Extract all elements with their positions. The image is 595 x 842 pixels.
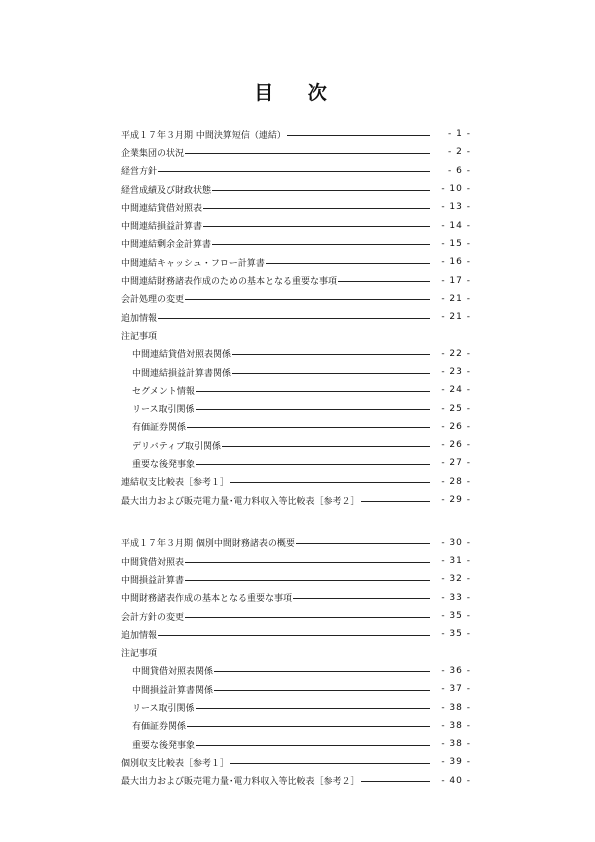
- toc-entry-label: 追加情報: [121, 313, 158, 324]
- dot-leader: [212, 244, 430, 245]
- dot-leader: [203, 226, 430, 227]
- dot-leader: [296, 543, 430, 544]
- toc-entry-page-number: - 25 -: [441, 403, 471, 414]
- toc-entry-page-number: - 24 -: [441, 385, 471, 396]
- dot-leader: [196, 391, 430, 392]
- toc-entry-label: 最大出力および販売電力量･電力料収入等比較表［参考２］: [121, 777, 360, 788]
- dot-leader: [212, 190, 430, 191]
- toc-entry[interactable]: [121, 125, 471, 143]
- toc-entry-label: 有価証券関係: [132, 722, 187, 733]
- toc-entry-page-number: - 31 -: [441, 556, 471, 567]
- toc-entry-label: リース取引関係: [132, 405, 195, 416]
- dot-leader: [338, 281, 430, 282]
- toc-entry-page-number: - 2 -: [448, 147, 471, 158]
- toc-entry[interactable]: [121, 381, 471, 399]
- toc-entry[interactable]: [121, 253, 471, 271]
- dot-leader: [158, 171, 430, 172]
- toc-entry[interactable]: [121, 418, 471, 436]
- toc-entry[interactable]: [121, 607, 471, 625]
- toc-entry[interactable]: [121, 271, 471, 289]
- toc-entry[interactable]: [121, 698, 471, 716]
- dot-leader: [196, 745, 430, 746]
- toc-entry[interactable]: [121, 308, 471, 326]
- dot-leader: [287, 135, 430, 136]
- toc-entry-label: 中間連結財務諸表作成のための基本となる重要な事項: [121, 277, 338, 288]
- dot-leader: [203, 208, 430, 209]
- toc-entry-page-number: - 28 -: [441, 476, 471, 487]
- dot-leader: [187, 726, 430, 727]
- toc-entry[interactable]: [121, 198, 471, 216]
- toc-entry-page-number: - 22 -: [441, 348, 471, 359]
- toc-entry-label: 平成１７年３月期 個別中間財務諸表の概要: [121, 539, 295, 550]
- dot-leader: [232, 354, 430, 355]
- toc-entry-page-number: - 29 -: [441, 495, 471, 506]
- toc-entry-label: 中間損益計算書: [121, 575, 185, 586]
- toc-entry-label: デリバティブ取引関係: [132, 441, 222, 452]
- table-of-contents: [121, 125, 471, 790]
- dot-leader: [187, 427, 430, 428]
- toc-entry-label: 中間貸借対照表: [121, 557, 185, 568]
- toc-entry-label: セグメント情報: [132, 386, 195, 397]
- toc-entry-page-number: - 38 -: [441, 720, 471, 731]
- toc-entry[interactable]: [121, 680, 471, 698]
- toc-entry[interactable]: [121, 552, 471, 570]
- toc-entry-page-number: - 39 -: [441, 757, 471, 768]
- toc-entry-label: 注記事項: [121, 331, 158, 342]
- toc-group-heading: [121, 644, 471, 662]
- toc-entry-label: 中間貸借対照表関係: [132, 667, 214, 678]
- dot-leader: [361, 781, 430, 782]
- toc-entry-label: 重要な後発事象: [132, 740, 196, 751]
- dot-leader: [196, 464, 430, 465]
- toc-entry-label: 追加情報: [121, 630, 158, 641]
- toc-entry[interactable]: [121, 625, 471, 643]
- dot-leader: [230, 763, 430, 764]
- dot-leader: [230, 482, 430, 483]
- toc-entry-label: 中間連結キャッシュ・フロー計算書: [121, 258, 265, 269]
- dot-leader: [214, 671, 430, 672]
- toc-entry-page-number: - 16 -: [441, 257, 471, 268]
- page-title: 目 次: [254, 82, 341, 104]
- toc-entry-page-number: - 17 -: [441, 275, 471, 286]
- dot-leader: [196, 708, 430, 709]
- dot-leader: [185, 562, 430, 563]
- toc-entry[interactable]: [121, 772, 471, 790]
- dot-leader: [158, 318, 430, 319]
- toc-entry-page-number: - 35 -: [441, 629, 471, 640]
- toc-entry-page-number: - 13 -: [441, 202, 471, 213]
- dot-leader: [185, 580, 430, 581]
- dot-leader: [185, 153, 430, 154]
- toc-entry-page-number: - 26 -: [441, 440, 471, 451]
- toc-entry-page-number: - 6 -: [448, 165, 471, 176]
- toc-entry-page-number: - 15 -: [441, 238, 471, 249]
- toc-entry[interactable]: [121, 717, 471, 735]
- toc-entry[interactable]: [121, 589, 471, 607]
- toc-entry-label: 個別収支比較表［参考１］: [121, 758, 230, 769]
- dot-leader: [293, 598, 430, 599]
- toc-entry-label: 注記事項: [121, 649, 158, 660]
- dot-leader: [185, 299, 430, 300]
- toc-entry-label: 会計処理の変更: [121, 295, 185, 306]
- toc-entry-label: 中間損益計算書関係: [132, 685, 214, 696]
- toc-entry[interactable]: [121, 180, 471, 198]
- toc-entry[interactable]: [121, 216, 471, 234]
- section-gap: [121, 509, 471, 534]
- toc-entry[interactable]: [121, 235, 471, 253]
- toc-group-heading: [121, 326, 471, 344]
- toc-entry-page-number: - 36 -: [441, 665, 471, 676]
- toc-entry-page-number: - 10 -: [441, 184, 471, 195]
- toc-entry-label: リース取引関係: [132, 704, 195, 715]
- toc-entry-page-number: - 14 -: [441, 220, 471, 231]
- dot-leader: [232, 373, 430, 374]
- toc-entry[interactable]: [121, 735, 471, 753]
- toc-entry[interactable]: [121, 473, 471, 491]
- toc-entry[interactable]: [121, 436, 471, 454]
- dot-leader: [196, 409, 430, 410]
- toc-entry[interactable]: [121, 753, 471, 771]
- toc-entry-label: 中間連結剰余金計算書: [121, 240, 212, 251]
- toc-entry[interactable]: [121, 534, 471, 552]
- toc-entry[interactable]: [121, 399, 471, 417]
- toc-entry-label: 平成１７年３月期 中間決算短信（連結）: [121, 130, 286, 141]
- toc-entry-page-number: - 23 -: [441, 367, 471, 377]
- toc-entry-label: 最大出力および販売電力量･電力料収入等比較表［参考２］: [121, 496, 360, 507]
- toc-entry[interactable]: [121, 290, 471, 308]
- toc-entry-page-number: - 21 -: [441, 312, 471, 323]
- dot-leader: [214, 690, 430, 691]
- dot-leader: [185, 617, 430, 618]
- toc-entry-page-number: - 33 -: [441, 592, 471, 603]
- toc-entry[interactable]: [121, 363, 471, 381]
- toc-entry-label: 重要な後発事象: [132, 459, 196, 470]
- toc-entry-page-number: - 40 -: [441, 775, 471, 786]
- toc-entry-label: 中間連結損益計算書関係: [132, 368, 232, 379]
- toc-entry[interactable]: [121, 491, 471, 509]
- toc-entry-page-number: - 26 -: [441, 421, 471, 432]
- toc-entry-label: 中間連結貸借対照表関係: [132, 350, 232, 361]
- toc-entry-page-number: - 30 -: [441, 537, 471, 548]
- toc-entry[interactable]: [121, 662, 471, 680]
- toc-entry-label: 有価証券関係: [132, 423, 187, 434]
- toc-entry[interactable]: [121, 143, 471, 161]
- dot-leader: [266, 263, 430, 264]
- toc-entry-label: 中間財務諸表作成の基本となる重要な事項: [121, 594, 293, 605]
- toc-entry-page-number: - 35 -: [441, 611, 471, 622]
- toc-entry-label: 会計方針の変更: [121, 612, 185, 623]
- dot-leader: [158, 635, 430, 636]
- toc-entry-page-number: - 1 -: [448, 129, 471, 140]
- toc-entry-label: 経営成績及び財政状態: [121, 185, 212, 196]
- toc-entry-page-number: - 38 -: [441, 739, 471, 750]
- toc-entry-page-number: - 38 -: [441, 702, 471, 713]
- toc-entry[interactable]: [121, 162, 471, 180]
- toc-entry-page-number: - 21 -: [441, 293, 471, 304]
- toc-entry-label: 中間連結損益計算書: [121, 222, 203, 233]
- toc-entry-page-number: - 27 -: [441, 458, 471, 469]
- toc-entry-label: 企業集団の状況: [121, 148, 185, 159]
- toc-entry-page-number: - 32 -: [441, 574, 471, 585]
- toc-entry-label: 連結収支比較表［参考１］: [121, 478, 230, 489]
- toc-entry-label: 経営方針: [121, 167, 158, 178]
- dot-leader: [222, 446, 430, 447]
- toc-entry[interactable]: [121, 454, 471, 472]
- toc-entry-label: 中間連結貸借対照表: [121, 203, 203, 214]
- toc-entry-page-number: - 37 -: [441, 684, 471, 695]
- toc-entry[interactable]: [121, 570, 471, 588]
- toc-entry[interactable]: [121, 345, 471, 363]
- dot-leader: [361, 501, 430, 502]
